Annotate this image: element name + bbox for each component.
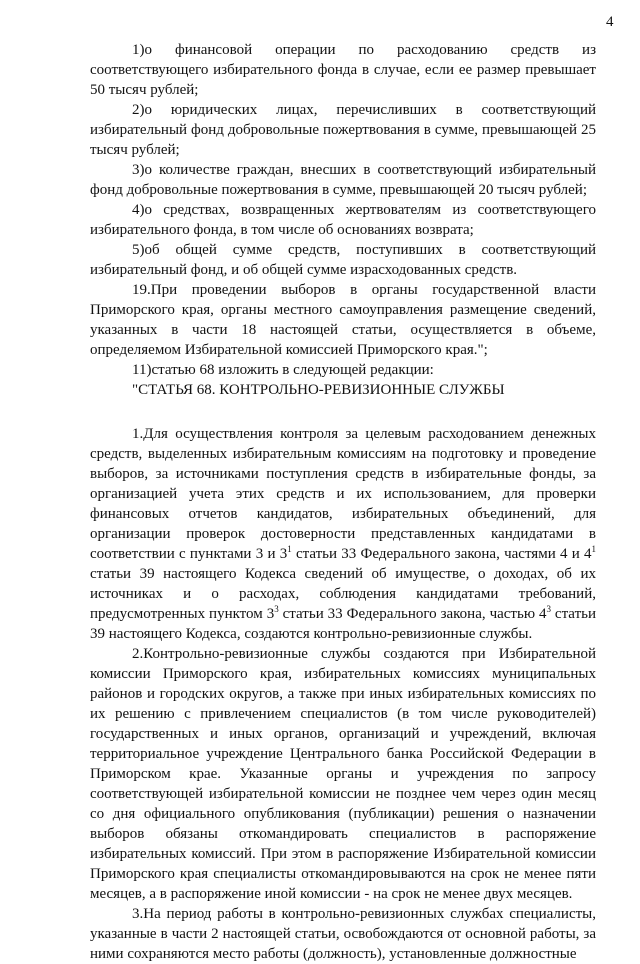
superscript: 3 (546, 604, 551, 614)
list-item-3: 3)о количестве граждан, внесших в соответствующий избирательный фонд добровольные пожертвования в сумме, превышающей 20 тысяч рублей; (90, 162, 596, 198)
spacer (90, 400, 596, 424)
superscript: 1 (287, 544, 292, 554)
part-1-text-c: статьи 39 настоящего Кодекса сведений об имуществе, о доходах, об их источниках и о расходах, соблюдения кандидатами требований, предусмотренных пунктом 3 (90, 566, 596, 622)
list-item-2: 2)о юридических лицах, перечисливших в соответствующий избирательный фонд добровольные пожертвования в сумме, превышающей 25 тысяч рублей; (90, 102, 596, 158)
article-part-2: 2.Контрольно-ревизионные службы создаются при Избирательной комиссии Приморского края, избирательных комиссиях муниципальных районов и городских округов, а также при иных избирательных комиссиях по их решению с привлечением специалистов (в том числе руководителей) государственных и иных органов, организаций и учреждений, включая территориальное учреждение Центрального банка Российской Федерации в Приморском крае. Указанные органы и учреждения по запросу соответствующей избирательной комиссии не позднее чем через один месяц со дня официального опубликования (публикации) решения о назначении выборов обязаны откомандировать специалистов в распоряжение избирательных комиссий. При этом в распоряжение Избирательной комиссии Приморского края специалисты откомандировываются на срок не менее пяти месяцев, а в распоряжение иной комиссии - на срок не менее двух месяцев. (90, 646, 596, 902)
article-part-3: 3.На период работы в контрольно-ревизионных службах специалисты, указанные в части 2 настоящей статьи, освобождаются от основной работы, за ними сохраняются место работы (должность), установленные должностные (90, 906, 596, 962)
part-1-text-e: статьи 39 настоящего Кодекса, создаются контрольно-ревизионные службы. (90, 606, 596, 642)
part-1-text-a: 1.Для осуществления контроля за целевым расходованием денежных средств, выделенных избирательным комиссиям на подготовку и проведение выборов, за источниками поступления средств в избирательные фонды, за организацией учета этих средств и их использованием, для проверки финансовых отчетов кандидатов, избирательных объединений, для организации проверок достоверности представленных кандидатами в соответствии с пунктами 3 и 3 (90, 426, 596, 562)
paragraph-11: 11)статью 68 изложить в следующей редакции: (132, 362, 434, 378)
part-1-text-d: статьи 33 Федерального закона, частью 4 (278, 606, 547, 622)
document-body (90, 40, 596, 964)
superscript: 3 (274, 604, 279, 614)
list-item-5: 5)об общей сумме средств, поступивших в соответствующий избирательный фонд, и об общей сумме израсходованных средств. (90, 242, 596, 278)
part-1-text-b: статьи 33 Федерального закона, частями 4 и 4 (291, 546, 592, 562)
article-part-1 (90, 424, 596, 644)
page-number: 4 (606, 14, 614, 30)
paragraph-19: 19.При проведении выборов в органы государственной власти Приморского края, органы местного самоуправления размещение сведений, указанных в части 18 настоящей статьи, осуществляется в объеме, определяемом Избирательной комиссией Приморского края."; (90, 282, 596, 358)
list-item-1: 1)о финансовой операции по расходованию средств из соответствующего избирательного фонда в случае, если ее размер превышает 50 тысяч рублей; (90, 42, 596, 98)
article-heading: "СТАТЬЯ 68. КОНТРОЛЬНО-РЕВИЗИОННЫЕ СЛУЖБЫ (132, 382, 505, 398)
list-item-4: 4)о средствах, возвращенных жертвователям из соответствующего избирательного фонда, в том числе об основаниях возврата; (90, 202, 596, 238)
superscript: 1 (591, 544, 596, 554)
